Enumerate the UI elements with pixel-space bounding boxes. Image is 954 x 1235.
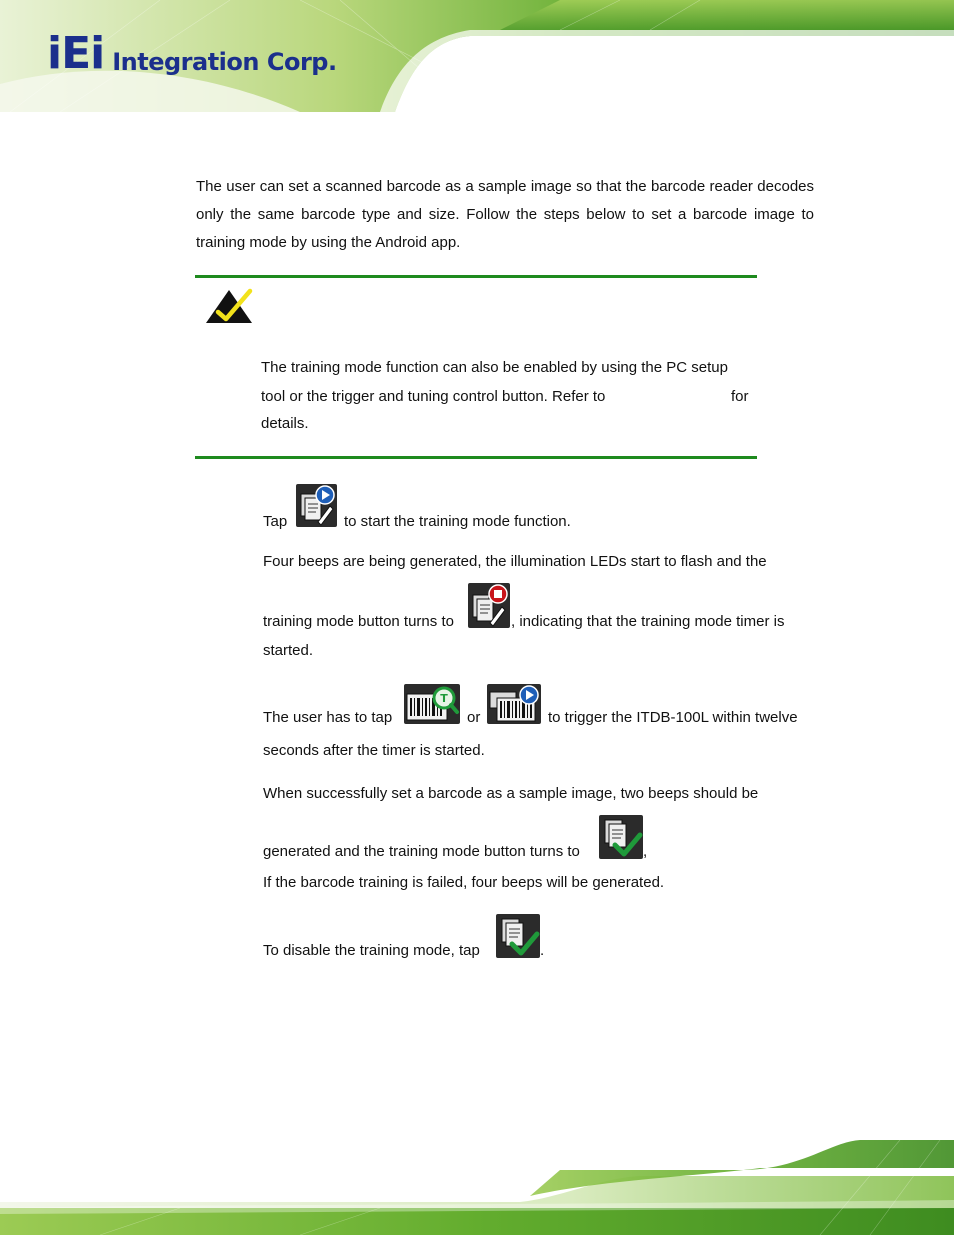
company-logo	[47, 26, 337, 79]
note-line-1: The training mode function can also be enabled by using the PC setup	[261, 359, 728, 376]
step3-text-before: The user has to tap	[263, 709, 393, 726]
footer-banner	[0, 1130, 954, 1235]
training-done-icon[interactable]	[599, 815, 643, 859]
step3-text-or: or	[467, 709, 481, 726]
step3-text-after: to trigger the ITDB-100L within twelve	[548, 709, 798, 726]
barcode-play-icon[interactable]	[487, 684, 541, 724]
step3-line-2: seconds after the timer is started.	[263, 742, 485, 759]
training-done-icon[interactable]	[496, 914, 540, 958]
note-line-2: tool or the trigger and tuning control button. Refer to	[261, 388, 606, 405]
training-start-icon[interactable]	[296, 484, 337, 527]
note-line-3: details.	[261, 415, 309, 432]
step1-text-before: Tap	[263, 513, 288, 530]
logo-company: Integration Corp.	[112, 48, 337, 76]
step2-line-1: Four beeps are being generated, the illumination LEDs start to flash and the	[263, 553, 767, 570]
step4-line-1: When successfully set a barcode as a sample image, two beeps should be	[263, 785, 759, 802]
step5-text-after: .	[540, 942, 545, 959]
note-top-rule	[195, 275, 757, 278]
step5-text-before: To disable the training mode, tap	[263, 942, 480, 959]
note-line-2-end: for	[731, 388, 749, 405]
note-checkmark-icon	[204, 287, 254, 325]
step4-line-3: If the barcode training is failed, four beeps will be generated.	[263, 874, 665, 891]
note-bottom-rule	[195, 456, 757, 459]
step2-text-before: training mode button turns to	[263, 613, 454, 630]
logo-brand: iEi	[47, 28, 105, 79]
step1-text-after: to start the training mode function.	[344, 513, 571, 530]
step2-text-after: , indicating that the training mode timer is	[511, 613, 785, 630]
barcode-zoom-icon[interactable]	[404, 684, 460, 724]
svg-text:T: T	[440, 692, 448, 705]
step4-text-after: ,	[643, 843, 648, 860]
intro-paragraph: The user can set a scanned barcode as a sample image so that the barcode reader decodes only the same barcode type and size. Follow the steps below to set a barcode image to training mode by using the Android app.	[196, 178, 814, 251]
training-stop-icon[interactable]	[468, 583, 510, 628]
step2-line-3: started.	[263, 642, 314, 659]
step4-text-before: generated and the training mode button turns to	[263, 843, 580, 860]
